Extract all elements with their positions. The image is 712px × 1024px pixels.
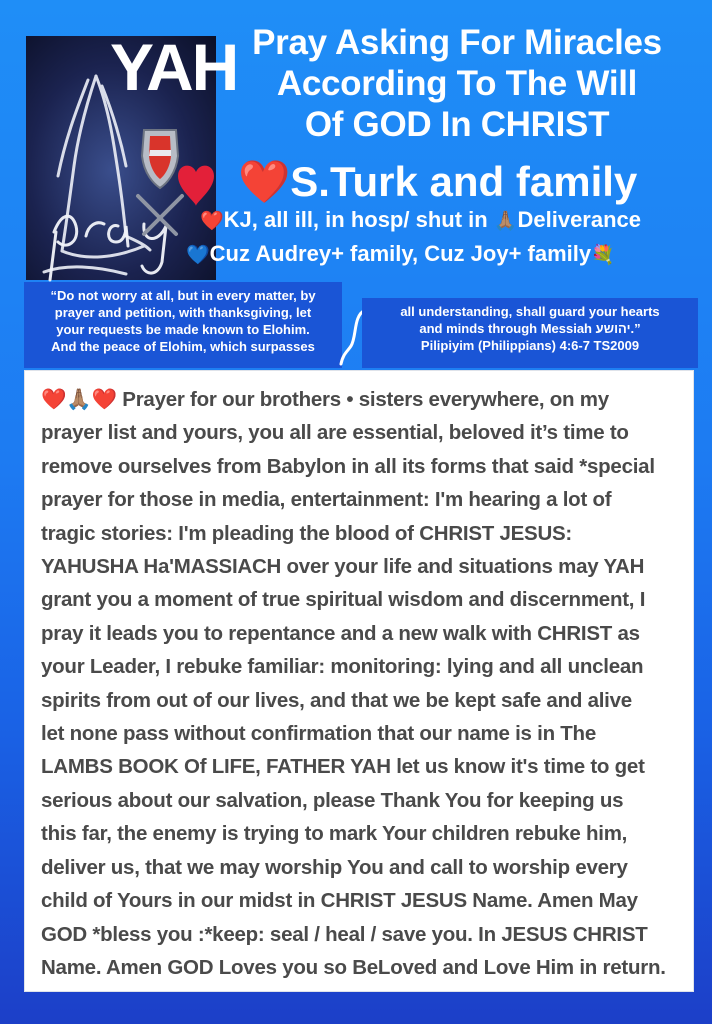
request-line-2: [186, 240, 615, 270]
verse-right-line: and minds through Messiah יהושע.”: [419, 321, 641, 336]
verse-left-line: “Do not worry at all, but in every matter, by: [50, 288, 316, 303]
prayer-line: prayer list and yours, you all are essential, beloved it’s time to: [41, 421, 629, 445]
prayer-line: tragic stories: I'm pleading the blood of CHRIST JESUS:: [41, 521, 573, 545]
request-line-1: [200, 206, 641, 236]
prayer-text-card: [24, 370, 694, 992]
prayer-line: serious about our salvation, please Thank You for keeping us: [41, 788, 624, 812]
verse-box-left: [24, 282, 342, 368]
prayer-line: your Leader, I rebuke familiar: monitoring: lying and all unclean: [41, 655, 644, 679]
prayer-text: [41, 383, 683, 984]
heart-icon: ❤️: [200, 211, 224, 232]
prayer-line: GOD *bless you :*keep: seal / heal / save you. In JESUS CHRIST: [41, 922, 648, 946]
prayer-line: let none pass without confirmation that our name is in The: [41, 722, 596, 746]
prayer-line: child of Yours in our midst in CHRIST JESUS Name. Amen May: [41, 889, 638, 913]
heart-icon: [178, 166, 214, 206]
prayer-line: pray it leads you to repentance and a new walk with CHRIST as: [41, 621, 640, 645]
prayer-line: prayer for those in media, entertainment: I'm hearing a lot of: [41, 488, 612, 512]
prayer-line: spirits from out of our lives, and that we be kept safe and alive: [41, 688, 632, 712]
prayer-line: Name. Amen GOD Loves you so BeLoved and Love Him in return.: [41, 955, 666, 979]
prayer-line: deliver us, that we may worship You and call to worship every: [41, 855, 628, 879]
heart-icon: ❤️: [238, 158, 291, 205]
prayer-line: this far, the enemy is trying to mark Your children rebuke him,: [41, 822, 628, 846]
praying-hands-icon: 🙏🏽: [493, 211, 518, 232]
page-title: [222, 22, 692, 145]
title-line-1: Pray Asking For Miracles: [252, 23, 662, 62]
prayer-name-line: [238, 158, 637, 206]
shield-icon: [142, 130, 178, 188]
request-tail: Deliverance: [517, 207, 642, 232]
verse-left-line: And the peace of Elohim, which surpasses: [51, 339, 315, 354]
verse-left-line: prayer and petition, with thanksgiving, let: [54, 305, 312, 320]
title-line-3: Of GOD In CHRIST: [304, 105, 610, 144]
request-text-1: KJ, all ill, in hosp/ shut in: [223, 207, 494, 232]
family-name: S.Turk and family: [290, 158, 638, 205]
prayer-line: remove ourselves from Babylon in all its forms that said *special: [41, 454, 655, 478]
bouquet-icon: 💐: [591, 245, 615, 266]
verse-reference: Pilipiyim (Philippians) 4:6-7 TS2009: [420, 338, 640, 353]
prayer-line: LAMBS BOOK Of LIFE, FATHER YAH let us know it's time to get: [41, 755, 645, 779]
verse-box-right: [362, 298, 698, 368]
prayer-line: YAHUSHA Ha'MASSIACH over your life and situations may YAH: [41, 555, 645, 579]
prayer-line: ❤️🙏🏽❤️ Prayer for our brothers • sisters everywhere, on my: [41, 388, 609, 411]
prayer-line: grant you a moment of true spiritual wisdom and discernment, I: [41, 588, 646, 612]
verse-left-line: your requests be made known to Elohim.: [56, 322, 310, 337]
title-line-2: According To The Will: [276, 64, 638, 103]
verse-right-line: all understanding, shall guard your hearts: [400, 304, 660, 319]
request-text-2: Cuz Audrey+ family, Cuz Joy+ family: [209, 241, 592, 266]
yah-label: YAH: [110, 30, 238, 104]
blue-heart-icon: 💙: [186, 245, 210, 266]
